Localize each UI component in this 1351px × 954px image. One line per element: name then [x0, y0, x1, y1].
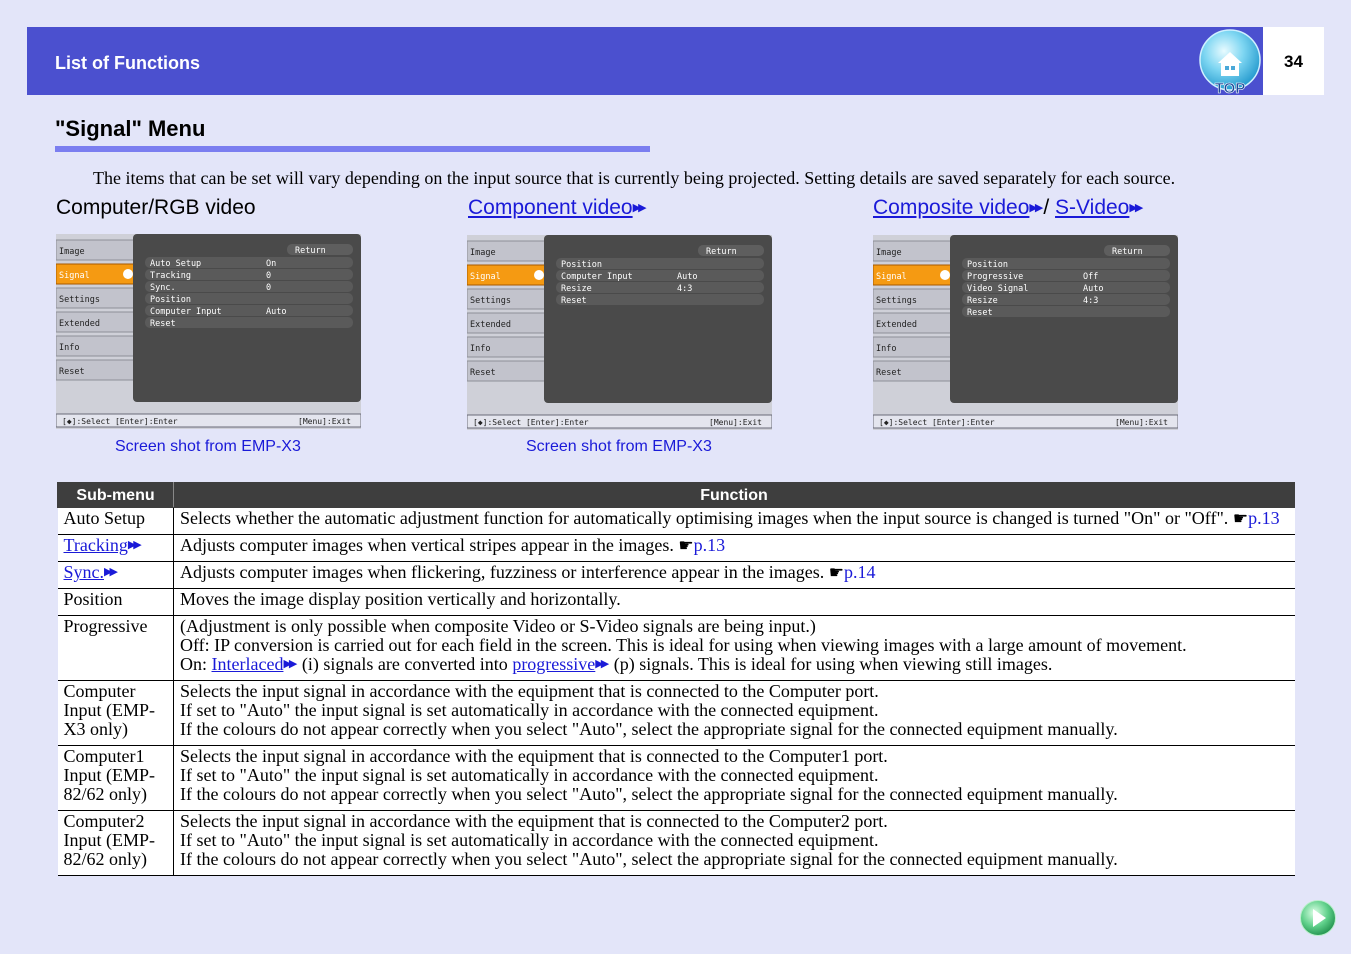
row-function: Selects the input signal in accordance with the equipment that is connected to the Computer2 port. If set to "Auto" the input signal is set automatically in accordance with the connected equipment. If the colours do not appear correctly when you select "Auto", select the appropriate signal for the connected equipment manually.: [174, 811, 1295, 876]
sync-link[interactable]: Sync.: [63, 562, 104, 582]
top-button[interactable]: [1198, 29, 1262, 95]
page-ref-link[interactable]: p.13: [693, 535, 726, 555]
menu-item-label: Image: [59, 247, 85, 257]
row-function: (Adjustment is only possible when composite Video or S-Video signals are being input.) Off: IP conversion is carried out for each field in the screen. This is ideal for using when viewing images with a large amount of movement. On: Interlaced▶▶ (i) signals are converted into progressive▶▶ (p) signals. This is ideal for using when viewing still images.: [174, 616, 1295, 681]
submenu-row-value: Auto: [1083, 284, 1104, 294]
menu-item: [873, 361, 953, 381]
menu-item: [467, 313, 547, 333]
pointing-hand-icon: ☛: [1232, 509, 1249, 528]
heading-composite-svideo: Composite video▶▶ / S-Video▶▶: [873, 196, 1141, 219]
menu-item: [467, 361, 547, 381]
menu-item-label: Reset: [876, 368, 902, 378]
menu-item: [56, 240, 136, 260]
menu-item-label: Signal: [876, 272, 907, 282]
section-title: "Signal" Menu: [55, 116, 206, 141]
submenu-row: [962, 270, 1170, 282]
table-row: [58, 589, 1295, 616]
menu-item: [56, 264, 136, 284]
menu-item: [873, 337, 953, 357]
interlaced-link[interactable]: Interlaced: [211, 654, 284, 674]
submenu-row-value: On: [266, 259, 277, 269]
screenshot-computer-rgb: [56, 234, 361, 429]
submenu-row: [962, 306, 1170, 318]
menu-item: [56, 360, 136, 380]
screenshot-component-video: [467, 235, 772, 430]
return-label: Return: [295, 246, 326, 256]
submenu-row: [145, 305, 353, 317]
header-title: List of Functions: [55, 53, 200, 73]
menu-item-label: Image: [876, 248, 902, 258]
enter-icon: [123, 269, 133, 279]
page-number-box: [1263, 27, 1324, 95]
double-arrow-icon: ▶▶: [104, 566, 115, 578]
pointing-hand-icon: ☛: [678, 536, 694, 555]
menu-item-label: Signal: [470, 272, 501, 282]
submenu-row-label: Resize: [561, 284, 592, 294]
submenu-row-value: Off: [1083, 272, 1099, 282]
submenu-row-label: Reset: [150, 319, 176, 329]
table-row: [58, 811, 1295, 876]
menu-item: [56, 336, 136, 356]
submenu-row: [962, 282, 1170, 294]
tracking-link[interactable]: Tracking: [63, 535, 128, 555]
submenu-row-label: Tracking: [150, 271, 191, 281]
submenu-row-label: Sync.: [150, 283, 176, 293]
menu-item-label: Image: [470, 248, 496, 258]
double-arrow-icon: ▶▶: [283, 658, 295, 670]
table-row: [58, 535, 1295, 562]
double-arrow-icon: ▶▶: [595, 658, 607, 670]
page-ref-link[interactable]: p.13: [1248, 508, 1280, 528]
header-submenu: Sub-menu: [58, 483, 174, 508]
menu-item: [873, 241, 953, 261]
table-row: [58, 616, 1295, 681]
menu-item-label: Info: [470, 344, 491, 354]
menu-item-label: Info: [59, 343, 80, 353]
table-row: [58, 508, 1295, 535]
caption-computer: Screen shot from EMP-X3: [115, 438, 301, 455]
row-name: Auto Setup: [58, 508, 174, 535]
footer-select-hint: [◆]:Select [Enter]:Enter: [473, 418, 589, 427]
submenu-row-label: Computer Input: [150, 307, 222, 317]
menu-item: [467, 337, 547, 357]
menu-item: [467, 241, 547, 261]
menu-item: [56, 312, 136, 332]
caption-component: Screen shot from EMP-X3: [526, 438, 712, 455]
submenu-row-label: Reset: [967, 308, 993, 318]
menu-item-label: Signal: [59, 271, 90, 281]
row-name: Position: [58, 589, 174, 616]
menu-item: [873, 313, 953, 333]
row-name: Progressive: [58, 616, 174, 681]
submenu-row-label: Position: [967, 260, 1008, 270]
submenu-row: [145, 269, 353, 281]
enter-icon: [940, 270, 950, 280]
heading-component-video: [468, 196, 647, 220]
menu-item-label: Settings: [59, 295, 100, 305]
row-function: Selects the input signal in accordance with the equipment that is connected to the Computer port. If set to "Auto" the input signal is set automatically in accordance with the connected equipment. If the colours do not appear correctly when you select "Auto", select the appropriate signal for the connected equipment manually.: [174, 681, 1295, 746]
footer-select-hint: [◆]:Select [Enter]:Enter: [879, 418, 995, 427]
heading-computer-rgb: Computer/RGB video: [56, 196, 256, 219]
row-name: Computer Input (EMP- X3 only): [58, 681, 174, 746]
screenshot-composite-video: [873, 235, 1178, 430]
function-table: [57, 482, 1295, 876]
footer-select-hint: [◆]:Select [Enter]:Enter: [62, 417, 178, 426]
next-page-button[interactable]: [1299, 899, 1337, 937]
row-name: Computer2 Input (EMP- 82/62 only): [58, 811, 174, 876]
double-arrow-icon: ▶▶: [632, 202, 644, 214]
menu-item-label: Reset: [59, 367, 85, 377]
table-row: [58, 746, 1295, 811]
submenu-row-label: Video Signal: [967, 284, 1029, 294]
row-name: Computer1 Input (EMP- 82/62 only): [58, 746, 174, 811]
row-function: Moves the image display position vertically and horizontally.: [174, 589, 1295, 616]
submenu-row: [962, 258, 1170, 270]
row-function: Selects whether the automatic adjustment function for automatically optimising images when the input source is changed is turned "On" or "Off". ☛p.13: [174, 508, 1295, 535]
double-arrow-icon: ▶▶: [1029, 202, 1041, 214]
submenu-row-label: Resize: [967, 296, 998, 306]
menu-item: [467, 289, 547, 309]
table-row: [58, 681, 1295, 746]
composite-video-link[interactable]: Composite video: [873, 196, 1030, 219]
submenu-row-value: Auto: [677, 272, 698, 282]
component-video-link[interactable]: Component video: [468, 196, 633, 219]
submenu-row: [145, 281, 353, 293]
menu-item-label: Info: [876, 344, 897, 354]
s-video-link[interactable]: S-Video: [1055, 196, 1130, 219]
double-arrow-icon: ▶▶: [127, 539, 139, 551]
footer-exit-hint: [Menu]:Exit: [1115, 418, 1168, 427]
top-label: TOP: [1214, 80, 1246, 95]
header-function: Function: [174, 483, 1295, 508]
submenu-row: [962, 294, 1170, 306]
header-bar: [27, 27, 1263, 95]
double-arrow-icon: ▶▶: [1129, 202, 1141, 214]
submenu-row-label: Position: [150, 295, 191, 305]
row-name: [58, 562, 174, 589]
menu-item-label: Settings: [876, 296, 917, 306]
menu-item: [56, 288, 136, 308]
page-number: 34: [1284, 52, 1303, 71]
return-label: Return: [1112, 247, 1143, 257]
row-function: Adjusts computer images when flickering, fuzziness or interference appear in the images. ☛p.14: [174, 562, 1295, 589]
submenu-row-value: 0: [266, 271, 272, 281]
submenu-row-value: 0: [266, 283, 272, 293]
submenu-row: [145, 257, 353, 269]
table-header-row: [58, 483, 1295, 508]
menu-item-label: Extended: [876, 320, 917, 330]
menu-item: [467, 265, 547, 285]
submenu-row: [145, 293, 353, 305]
submenu-row-label: Position: [561, 260, 602, 270]
progressive-link[interactable]: progressive: [512, 654, 596, 674]
intro-text: The items that can be set will vary depending on the input source that is currently being projected. Setting details are saved separately for each source.: [93, 168, 1176, 188]
footer-exit-hint: [Menu]:Exit: [298, 417, 351, 426]
menu-item: [873, 289, 953, 309]
submenu-row: [556, 270, 764, 282]
submenu-row: [145, 317, 353, 329]
return-label: Return: [706, 247, 737, 257]
page-ref-link[interactable]: p.14: [844, 562, 876, 582]
submenu-row-value: Auto: [266, 307, 287, 317]
submenu-row-value: 4:3: [1083, 296, 1099, 306]
submenu-row-label: Progressive: [967, 272, 1024, 282]
title-underline: [55, 146, 650, 152]
menu-item: [873, 265, 953, 285]
row-name: [58, 535, 174, 562]
submenu-row: [556, 258, 764, 270]
submenu-row: [556, 294, 764, 306]
menu-item-label: Settings: [470, 296, 511, 306]
menu-item-label: Extended: [59, 319, 100, 329]
submenu-row-value: 4:3: [677, 284, 693, 294]
submenu-row: [556, 282, 764, 294]
submenu-row-label: Reset: [561, 296, 587, 306]
enter-icon: [534, 270, 544, 280]
row-function: Selects the input signal in accordance with the equipment that is connected to the Computer1 port. If set to "Auto" the input signal is set automatically in accordance with the connected equipment. If the colours do not appear correctly when you select "Auto", select the appropriate signal for the connected equipment manually.: [174, 746, 1295, 811]
footer-exit-hint: [Menu]:Exit: [709, 418, 762, 427]
submenu-row-label: Auto Setup: [150, 259, 202, 269]
pointing-hand-icon: ☛: [828, 563, 845, 582]
menu-item-label: Reset: [470, 368, 496, 378]
menu-item-label: Extended: [470, 320, 511, 330]
submenu-row-label: Computer Input: [561, 272, 633, 282]
table-row: [58, 562, 1295, 589]
row-function: Adjusts computer images when vertical stripes appear in the images. ☛p.13: [174, 535, 1295, 562]
